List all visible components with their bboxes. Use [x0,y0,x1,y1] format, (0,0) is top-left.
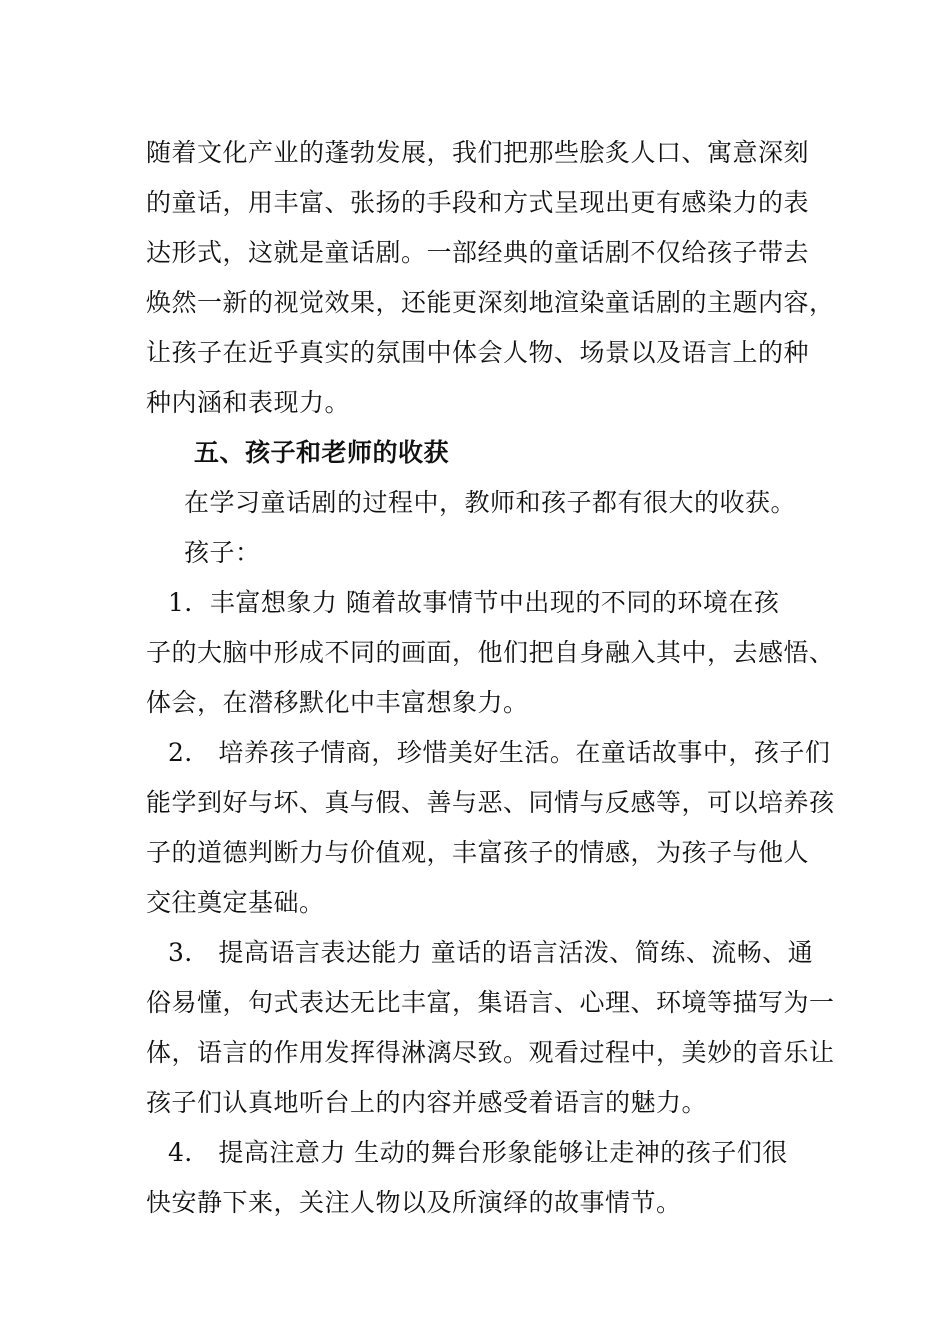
list-item-4-line: 快安静下来，关注人物以及所演绎的故事情节。 [146,1188,682,1217]
list-item-1-line: 子的大脑中形成不同的画面，他们把自身融入其中，去感悟、 [146,638,835,667]
section-heading: 五、孩子和老师的收获 [194,438,450,467]
list-item-4-line: 4． 提高注意力 生动的舞台形象能够让走神的孩子们很 [168,1138,788,1167]
list-item-3-line: 3． 提高语言表达能力 童话的语言活泼、简练、流畅、通 [168,938,814,967]
paragraph-line: 随着文化产业的蓬勃发展，我们把那些脍炙人口、寓意深刻 [146,138,810,167]
paragraph-line: 在学习童话剧的过程中，教师和孩子都有很大的收获。 [184,488,797,517]
paragraph-line: 的童话，用丰富、张扬的手段和方式呈现出更有感染力的表 [146,188,810,217]
list-item-2-line: 交往奠定基础。 [146,888,325,917]
paragraph-line: 种内涵和表现力。 [146,388,351,417]
paragraph-line: 达形式，这就是童话剧。一部经典的童话剧不仅给孩子带去 [146,238,810,267]
list-item-3-line: 孩子们认真地听台上的内容并感受着语言的魅力。 [146,1088,708,1117]
list-item-3-line: 俗易懂，句式表达无比丰富，集语言、心理、环境等描写为一 [146,988,835,1017]
list-item-1-line: 体会，在潜移默化中丰富想象力。 [146,688,529,717]
list-item-2-line: 子的道德判断力与价值观，丰富孩子的情感，为孩子与他人 [146,838,810,867]
paragraph-line: 让孩子在近乎真实的氛围中体会人物、场景以及语言上的种 [146,338,810,367]
list-item-3-line: 体，语言的作用发挥得淋漓尽致。观看过程中，美妙的音乐让 [146,1038,835,1067]
subheading-children: 孩子： [184,538,261,567]
list-item-2-line: 2． 培养孩子情商，珍惜美好生活。在童话故事中，孩子们 [168,738,831,767]
paragraph-line: 焕然一新的视觉效果，还能更深刻地渲染童话剧的主题内容， [146,288,835,317]
list-item-1-line: 1．丰富想象力 随着故事情节中出现的不同的环境在孩 [168,588,780,617]
list-item-2-line: 能学到好与坏、真与假、善与恶、同情与反感等，可以培养孩 [146,788,835,817]
